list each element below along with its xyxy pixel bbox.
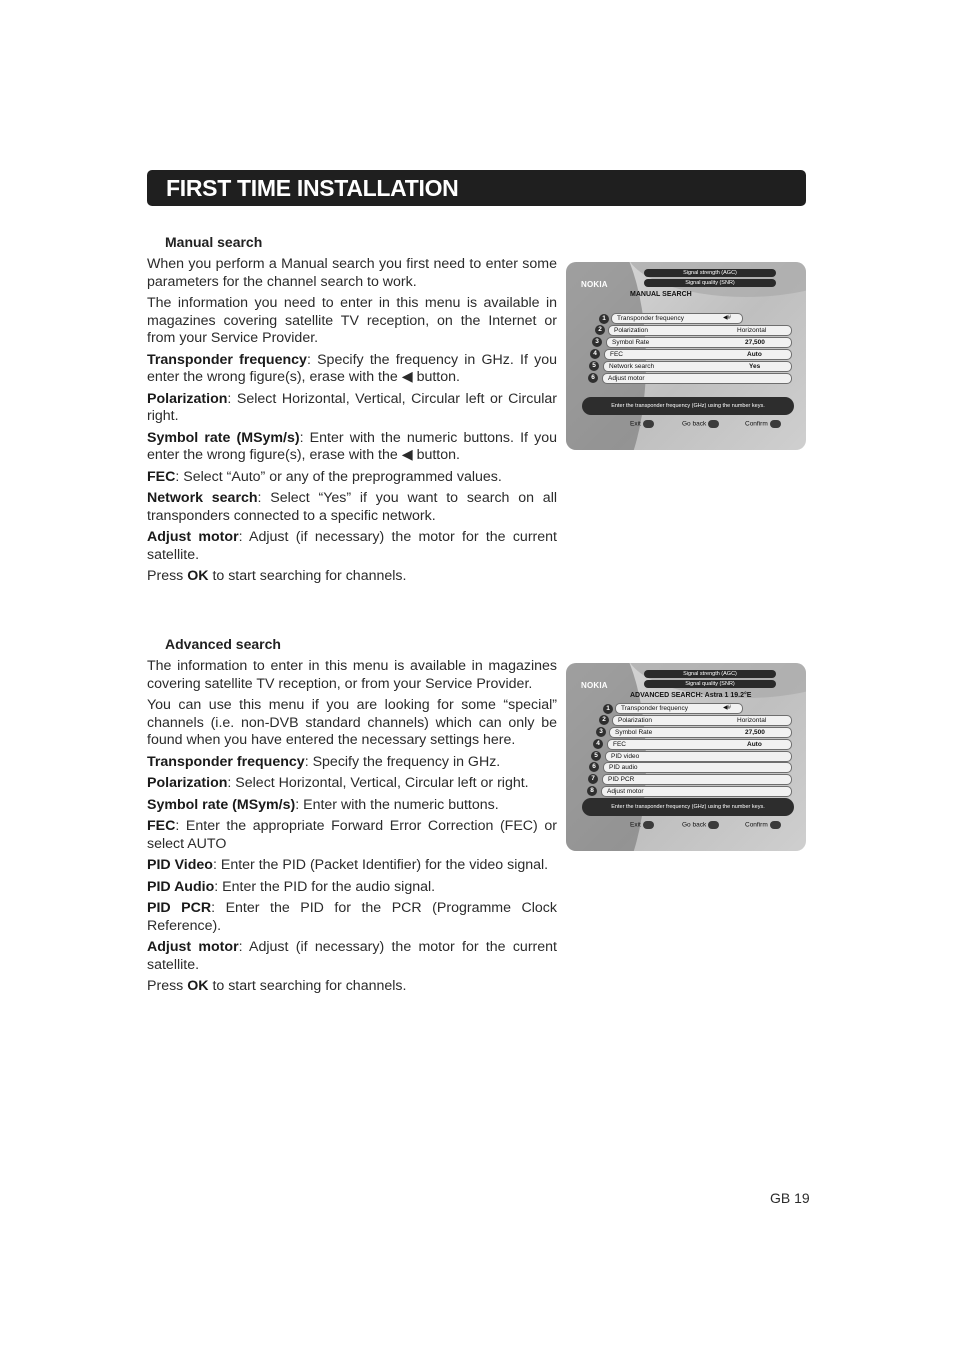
signal-quality-bar: Signal quality (SNR): [644, 680, 776, 688]
confirm-button[interactable]: Confirm: [745, 821, 781, 829]
page-number: GB 19: [770, 1190, 810, 1206]
menu-row-adjust-motor[interactable]: Adjust motor: [602, 373, 792, 384]
go-back-button[interactable]: Go back: [682, 821, 719, 829]
manual-press-ok: Press OK to start searching for channels.: [147, 568, 407, 584]
row-number: 6: [589, 762, 599, 772]
manual-search-heading: Manual search: [165, 234, 263, 250]
menu-key-icon: [708, 821, 719, 829]
go-back-button[interactable]: Go back: [682, 420, 719, 428]
manual-item: Transponder frequency: Specify the frequency in GHz. If you enter the wrong figure(s), erase with the ◀ button.: [147, 351, 557, 385]
advanced-search-screenshot: [566, 663, 806, 851]
menu-row-fec[interactable]: FEC Auto: [604, 349, 792, 360]
menu-row-symbol-rate[interactable]: Symbol Rate 27,500: [609, 727, 792, 738]
advanced-item: Adjust motor: Adjust (if necessary) the motor for the current satellite.: [147, 939, 557, 973]
menu-row-polarization[interactable]: Polarization Horizontal: [608, 325, 792, 336]
exit-button[interactable]: Exit: [630, 821, 654, 829]
row-number: 5: [589, 361, 599, 371]
nokia-logo: NOKIA: [581, 280, 608, 289]
advanced-item: PID Audio: Enter the PID for the audio signal.: [147, 878, 436, 895]
menu-title: ADVANCED SEARCH: Astra 1 19.2°E: [630, 692, 752, 699]
manual-item: Adjust motor: Adjust (if necessary) the motor for the current satellite.: [147, 529, 557, 563]
left-arrow-icon: ◀#: [723, 705, 731, 711]
exit-key-icon: [643, 821, 654, 829]
ok-key-icon: [770, 420, 781, 428]
advanced-item: Transponder frequency: Specify the frequency in GHz.: [147, 753, 501, 770]
page-title: FIRST TIME INSTALLATION: [166, 175, 459, 201]
row-number: 7: [588, 774, 598, 784]
menu-row-transponder[interactable]: Transponder frequency: [615, 703, 743, 714]
menu-row-adjust-motor[interactable]: Adjust motor: [601, 786, 792, 797]
advanced-intro-2: You can use this menu if you are looking for some “special” channels (i.e. non-DVB standard channels) which can only be found when you have entered the necessary settings here.: [147, 697, 557, 748]
advanced-item: Polarization: Select Horizontal, Vertical, Circular left or right.: [147, 775, 529, 791]
manual-item: Symbol rate (MSym/s): Enter with the numeric buttons. If you enter the wrong figure(s), erase with the ◀ button.: [147, 429, 557, 463]
row-number: 4: [590, 349, 600, 359]
advanced-item: PID PCR: Enter the PID for the PCR (Programme Clock Reference).: [147, 900, 557, 934]
menu-row-symbol-rate[interactable]: Symbol Rate 27,500: [606, 337, 792, 348]
menu-row-pid-audio[interactable]: PID audio: [603, 762, 792, 773]
advanced-intro-1: The information to enter in this menu is available in magazines covering satellite TV reception, or from your Service Provider.: [147, 658, 557, 692]
manual-intro-2: The information you need to enter in this menu is available in magazines covering satellite TV reception, on the Internet or from your Service Provider.: [147, 295, 557, 346]
menu-row-pid-video[interactable]: PID video: [605, 751, 792, 762]
row-number: 3: [592, 337, 602, 347]
manual-intro-1: When you perform a Manual search you first need to enter some parameters for the channel search to work.: [147, 256, 557, 290]
menu-key-icon: [708, 420, 719, 428]
title-bar: [147, 170, 806, 206]
exit-button[interactable]: Exit: [630, 420, 654, 428]
menu-title: MANUAL SEARCH: [630, 291, 692, 298]
signal-strength-bar: Signal strength (AGC): [644, 670, 776, 678]
row-number: 5: [591, 751, 601, 761]
row-number: 1: [603, 704, 613, 714]
row-number: 2: [599, 715, 609, 725]
row-number: 1: [599, 314, 609, 324]
menu-row-transponder[interactable]: Transponder frequency: [611, 313, 743, 324]
row-number: 3: [596, 727, 606, 737]
signal-quality-bar: Signal quality (SNR): [644, 279, 776, 287]
advanced-press-ok: Press OK to start searching for channels.: [147, 978, 407, 994]
row-number: 4: [593, 739, 603, 749]
menu-row-network-search[interactable]: Network search Yes: [603, 361, 792, 372]
manual-item: Polarization: Select Horizontal, Vertical, Circular left or Circular right.: [147, 390, 557, 424]
manual-search-screenshot: [566, 262, 806, 450]
row-number: 6: [588, 373, 598, 383]
exit-key-icon: [643, 420, 654, 428]
advanced-item: Symbol rate (MSym/s): Enter with the numeric buttons.: [147, 796, 499, 813]
row-number: 2: [595, 325, 605, 335]
advanced-search-body: [147, 658, 557, 1000]
advanced-search-heading: Advanced search: [165, 636, 281, 652]
menu-row-polarization[interactable]: Polarization Horizontal: [612, 715, 792, 726]
left-arrow-icon: ◀#: [723, 315, 731, 321]
signal-strength-bar: Signal strength (AGC): [644, 269, 776, 277]
nokia-logo: NOKIA: [581, 681, 608, 690]
ok-key-icon: [770, 821, 781, 829]
menu-row-fec[interactable]: FEC Auto: [607, 739, 792, 750]
advanced-item: PID Video: Enter the PID (Packet Identifier) for the video signal.: [147, 857, 549, 873]
hint-bar: Enter the transponder frequency (GHz) using the number keys.: [582, 798, 794, 816]
confirm-button[interactable]: Confirm: [745, 420, 781, 428]
manual-item: FEC: Select “Auto” or any of the preprogrammed values.: [147, 468, 502, 485]
manual-search-body: [147, 256, 557, 590]
manual-item: Network search: Select “Yes” if you want to search on all transponders connected to a specific network.: [147, 490, 557, 524]
advanced-item: FEC: Enter the appropriate Forward Error Correction (FEC) or select AUTO: [147, 818, 557, 852]
row-number: 8: [587, 786, 597, 796]
hint-bar: Enter the transponder frequency (GHz) using the number keys.: [582, 397, 794, 415]
menu-row-pid-pcr[interactable]: PID PCR: [602, 774, 792, 785]
